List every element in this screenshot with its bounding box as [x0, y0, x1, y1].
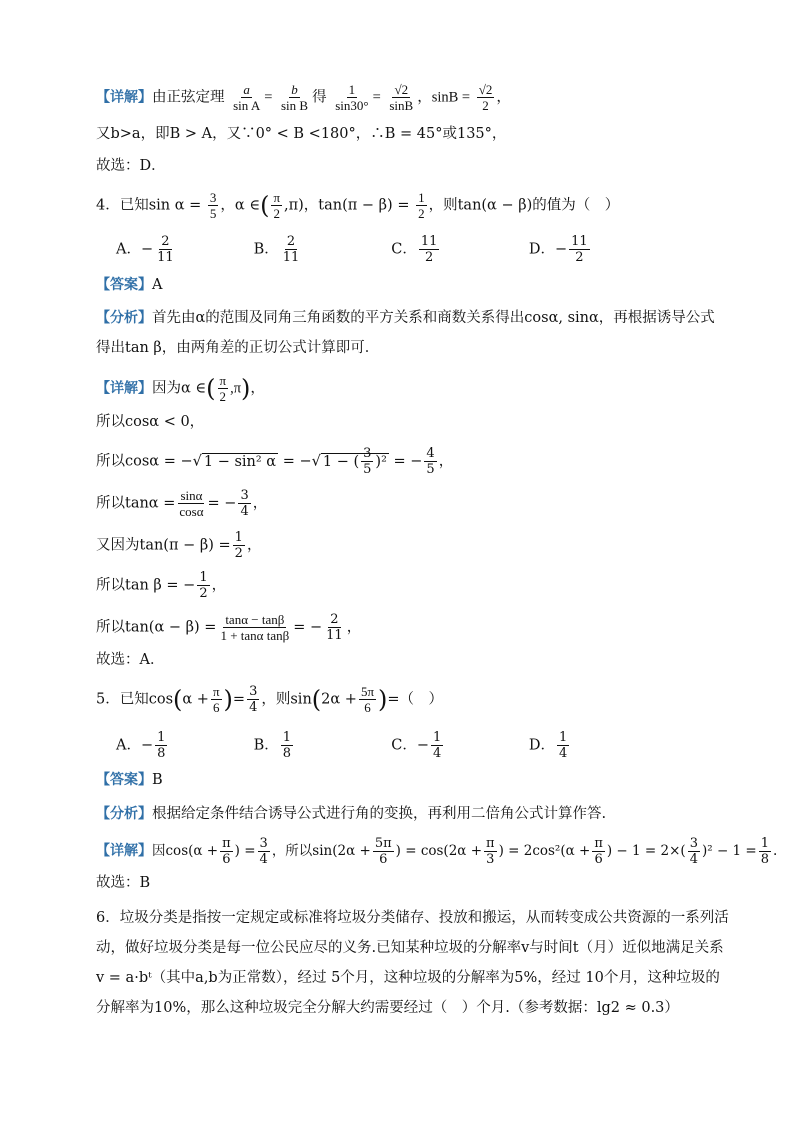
q4-detail-5: 又因为tan(π − β) = $\frac{1}{2}$ ，	[96, 530, 262, 561]
detail-tag: 【详解】	[96, 89, 152, 106]
q5-analysis: 【分析】根据给定条件结合诱导公式进行角的变换，再利用二倍角公式计算作答.	[96, 806, 607, 822]
option-d[interactable]: D．− $\frac{11}{2}$	[528, 234, 588, 265]
fraction: $\frac{a}{\text{sin A}}$	[233, 82, 261, 113]
option-d[interactable]: D． $\frac{1}{4}$	[528, 730, 568, 761]
q3-detail-line-2: 又b>a，即B > A，又∵0° < B <180°，∴B = 45°或135°，	[96, 126, 507, 142]
q4-options	[116, 234, 704, 265]
q6-line-3: v = a·bᵗ（其中a,b为正常数），经过 5个月，这种垃圾的分解率为5%，经过 10个月，这种垃圾的	[96, 970, 720, 986]
q3-detail-line: 【详解】由正弦定理 $\frac{a}{\text{sin A}}$ = $\frac{b}{\text{sin B}}$ 得 $\frac{1}{\sin 30^\circ}$ = $\frac{√2}{\sin B}$ ，sinB = $\frac{√2}{2}$ ，	[96, 82, 511, 113]
q5-answer: 【答案】B	[96, 772, 163, 788]
option-c[interactable]: C． $\frac{11}{2}$	[391, 234, 438, 265]
option-c[interactable]: C．− $\frac{1}{4}$	[391, 730, 442, 761]
q6-line-4: 分解率为10%，那么这种垃圾完全分解大约需要经过（ ）个月.（参考数据：lg2 ≈ 0.3）	[96, 1000, 679, 1016]
q6-line-1: 6．垃圾分类是指按一定规定或标准将垃圾分类储存、投放和搬运，从而转变成公共资源的一系列活	[96, 910, 729, 926]
q4-analysis-2: 得出tan β，由两角差的正切公式计算即可．	[96, 340, 380, 356]
fraction: $\frac{b}{\text{sin B}}$	[281, 82, 309, 113]
q4-detail-4: 所以tanα = $\frac{\sin\alpha}{\cos\alpha}$ = − $\frac{3}{4}$ ，	[96, 488, 268, 519]
q3-choice: 故选：D．	[96, 158, 166, 174]
fraction: $\frac{√2}{\sin B}$	[389, 82, 414, 113]
q5-detail: 【详解】因cos(α + $\frac{\pi}{6}$ ) = $\frac{3}{4}$ ，所以sin(2α + $\frac{5\pi}{6}$ ) = cos(2α + $\frac{\pi}{3}$ ) = 2cos²(α + $\frac{\pi}{6}$ ) − 1 = 2×( $\frac{3}{4}$ )² − 1 = $\frac{1}{8}$ .	[96, 836, 778, 867]
q4-choice: 故选：A．	[96, 652, 165, 668]
q4-detail-1: 【详解】因为α ∈( $\frac{\pi}{2}$ ,π)，	[96, 373, 265, 404]
q4-detail-7: 所以tan(α − β) = $\frac{\tan\alpha - \tan\beta}{\text{1 + tanα tanβ}}$ = − $\frac{2}{11}$ ，	[96, 612, 362, 643]
q4-detail-2: 所以cosα < 0，	[96, 414, 205, 430]
option-b[interactable]: B． $\frac{2}{11}$	[253, 234, 300, 265]
option-a[interactable]: A．− $\frac{2}{11}$	[116, 234, 174, 265]
q4-analysis: 【分析】首先由α的范围及同角三角函数的平方关系和商数关系得出cosα, sinα，再根据诱导公式	[96, 310, 715, 326]
q4-stem: 4．已知sin α = $\frac{3}{5}$ ，α ∈( $\frac{\pi}{2}$ ,π)，tan(π − β) = $\frac{1}{2}$ ，则tan(α − β)的值为（ ）	[96, 190, 620, 221]
q5-choice: 故选：B	[96, 875, 151, 891]
option-b[interactable]: B． $\frac{1}{8}$	[253, 730, 292, 761]
q6-line-2: 动，做好垃圾分类是每一位公民应尽的义务.已知某种垃圾的分解率v与时间t（月）近似地满足关系	[96, 940, 724, 956]
q4-detail-6: 所以tan β = − $\frac{1}{2}$ ，	[96, 570, 227, 601]
option-a[interactable]: A．− $\frac{1}{8}$	[116, 730, 166, 761]
q5-options	[116, 730, 704, 761]
fraction: $\frac{1}{\sin 30^\circ}$	[335, 82, 369, 113]
q5-stem: 5．已知cos(α + $\frac{\pi}{6}$ )= $\frac{3}{4}$ ，则sin(2α + $\frac{5\pi}{6}$ )=（ ）	[96, 684, 444, 715]
q4-detail-3: 所以cosα = −√ 1 − sin² α = −√ 1 − ( $\frac{3}{5}$ )² = − $\frac{4}{5}$ ，	[96, 446, 454, 477]
fraction: $\frac{√2}{2}$	[478, 82, 493, 113]
q4-answer: 【答案】A	[96, 277, 163, 293]
